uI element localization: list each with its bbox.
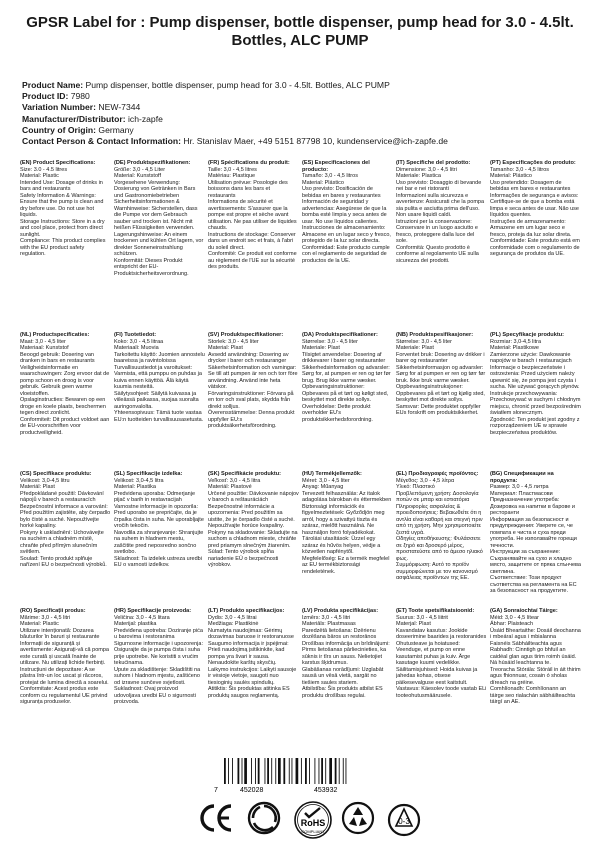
barcode-bar bbox=[224, 758, 226, 784]
barcode-bar bbox=[301, 758, 302, 784]
spec-block bbox=[20, 608, 114, 706]
rohs-label: RoHS bbox=[300, 818, 326, 828]
spec-text: Μέγεθος: 3,0 - 4,5 λίτρα Υλικό: Πλαστικό Προβλεπόμενη χρήση: Δοσολογία ποτών σε μπαρ και εστιατόρια Πληροφορίες ασφαλείας & προειδοποιήσεις: Βεβαιωθείτε ότι η αντλία είναι καθαρή και στεγνή πριν από τη χρήση. Μην χρησιμοποιείτε ζεστά υγρά. Οδηγίες αποθήκευσης: Φυλάσσετε σε ξηρό και δροσερό μέρος, προστατεύστε από το άμεσο ηλιακό φως. Συμμόρφωση: Αυτό το προϊόν συμμορφώνεται με τον κανονισμό ασφάλειας προϊόντων της ΕΕ. bbox=[396, 477, 483, 582]
spec-text: Storlek: 3,0 - 4,5 liter Material: Plast Avsedd användning: Dosering av drycker i barer och restauranger Säkerhetsinformation och varningar: Se till att pumpen är ren och torr före användning. Använd inte heta vätskor. Förvaringsinstruktioner: Förvara på en torr och sval plats, skydda från direkt solljus. Överensstämmelse: Denna produkt uppfyller EU:s produktsäkerhetsförordning. bbox=[208, 338, 298, 430]
spec-heading: (BG) Спецификации на продукта: bbox=[490, 471, 554, 484]
spec-heading: (PL) Specyfikacje produktu: bbox=[490, 332, 564, 338]
spec-block bbox=[208, 608, 302, 706]
spec-block bbox=[302, 471, 396, 595]
spec-block bbox=[20, 471, 114, 595]
barcode-bars bbox=[224, 758, 346, 784]
spec-block bbox=[490, 160, 584, 277]
spec-text: Rozmiar: 3,0-4,5 litra Materiał: Plastikowe Zamierzone użycie: Dawkowanie napojów w barach i restauracjach Informacje o bezpieczeństwie i ostrzeżenia: Przed użyciem należy upewnić się, że pompa jest czysta i sucha. Nie używać gorących płynów. Instrukcje przechowywania: Przechowywać w suchym i chłodnym miejscu, chronić przed bezpośrednim światłem słonecznym. Zgodność: Ten produkt jest zgodny z rozporządzeniem UE w sprawie bezpieczeństwa produktów. bbox=[490, 338, 581, 436]
ce-mark-icon bbox=[198, 800, 234, 836]
spec-heading: (EL) Προδιαγραφές προϊόντος: bbox=[396, 471, 479, 477]
barcode-bar bbox=[292, 758, 293, 784]
spec-block bbox=[302, 608, 396, 706]
country-of-origin-value: Germany bbox=[98, 124, 134, 135]
spec-heading: (FR) Spécifications du produit: bbox=[208, 160, 290, 166]
ean-barcode bbox=[210, 758, 390, 794]
contact-value: Hr. Stanislav Maer, +49 5151 87798 10, kundenservice@ich-zapfe.de bbox=[183, 136, 448, 147]
barcode-bar bbox=[325, 758, 326, 784]
spec-heading: (DA) Produktspecifikationer: bbox=[302, 332, 378, 338]
spec-text: Dimensione: 3,0 - 4,5 litri Materiale: Plastica Uso previsto: Dosaggio di bevande nei bar e nei ristoranti Informazioni sulla sicurezza e avvertenze: Assicurati che la pompa sia pulita e asciutta prima dell'uso. Non usare liquidi caldi. Istruzioni per la conservazione: Conservare in un luogo asciutto e fresco, proteggere dalla luce del sole. Conformità: Questo prodotto è conforme al regolamento UE sulla sicurezza dei prodotti. bbox=[396, 166, 485, 264]
spec-block bbox=[396, 332, 490, 436]
barcode-bar bbox=[343, 758, 344, 784]
spec-block bbox=[114, 608, 208, 706]
barcode-digits-3: 453932 bbox=[314, 787, 338, 794]
spec-text: Izmērs: 3,0 - 4,5 litri Materiāls: Plastmasas Paredzētā lietošana: Dzērienu dozēšana bāros un restorānos Drošības informācija un brīdinājumi: Pirms lietošanas pārliecinieties, ka sūknis ir tīrs un sauss. Nelietojiet karstus šķidrumus. Glabāšanas norādījumi: Uzglabāt sausā un vēsā vietā, sargāt no tiešiem saules stariem. Atbilstība: Šis produkts atbilst ES produktu drošības regulai. bbox=[302, 614, 390, 699]
variation-number-row bbox=[22, 102, 582, 113]
product-id-value: 7980 bbox=[70, 91, 90, 102]
barcode-bar bbox=[265, 758, 266, 784]
spec-block bbox=[396, 160, 490, 277]
spec-heading: (NB) Produktspesifikasjoner: bbox=[396, 332, 474, 338]
spec-block bbox=[208, 332, 302, 436]
barcode-bar bbox=[275, 758, 276, 784]
spec-text: Velikost: 3,0-4,5 litru Materiál: Plast Předpokládané použití: Dávkování nápojů v barech a restauracích Bezpečnostní informace a varování: Před použitím zajistěte, aby čerpadlo bylo čisté a suché. Nepoužívejte horké kapaliny. Pokyny k uskladnění: Uchovávejte na suchém a chladném místě, chraňte před přímým slunečním světlem. Soulad: Tento produkt splňuje nařízení EU o bezpečnosti výrobků. bbox=[20, 477, 111, 569]
spec-heading: (PT) Especificações do produto: bbox=[490, 160, 576, 166]
barcode-digits-2: 452028 bbox=[240, 787, 264, 794]
spec-row bbox=[20, 608, 584, 706]
barcode-bar bbox=[319, 758, 320, 784]
spec-text: Veličina: 3,0 - 4,5 litara Materijal: plastika Predviđena upotreba: Doziranje pića u barovima i restoranima Sigurnosne informacije i upozorenja: Osigurajte da je pumpa čista i suha prije upotrebe. Ne koristiti s vrućim tekućinama. Upute za skladištenje: Skladištiti na suhom i hladnom mjestu, zaštićeno od izravne sunčeve svjetlosti. Sukladnost: Ovaj proizvod udovoljava uredbi EU o sigurnosti proizvoda. bbox=[114, 614, 203, 706]
recycle-icon bbox=[246, 800, 282, 836]
spec-text: Größe: 3,0 - 4,5 Liter Material: Kunststoff Vorgesehene Verwendung: Dosierung von Getränken in Bars und Gastronomiebetrieben Sicherheitsinformationen & Warnhinweise: Sicherstellen, dass die Pumpe vor dem Gebrauch sauber und trocken ist. Nicht mit heißen Flüssigkeiten verwenden. Lagerungshinweise: An einem trockenen und kühlen Ort lagern, vor direkter Sonneneinstrahlung schützen. Konformität: Dieses Produkt entspricht der EU-Produktsicherheitsverordnung. bbox=[114, 166, 204, 277]
spec-heading: (DE) Produktspezifikationen: bbox=[114, 160, 191, 166]
spec-text: Størrelse: 3,0 - 4,5 liter Materiale: Plast Tilsigtet anvendelse: Dosering af drikkevarer i barer og restauranter Sikkerhedsinformation og advarsler: Sørg for, at pumpen er ren og tør før brug. Brug ikke varme væsker. Opbevaringsinstruktioner: Opbevares på et tørt og køligt sted, beskyttet mod direkte sollys. Overholdelse: Dette produkt overholder EU's produktsikkerhedsforordning. bbox=[302, 338, 391, 423]
spec-text: Dydis: 3,0 - 4,5 litrai Medžiaga: Plastikinė Numatyta naudojimas: Gėrimų dozavimas baruose ir restoranuose Saugumo informacija ir įspėjimai: Prieš naudojimą įsitikinkite, kad pompa yra švari ir sausa. Nenaudokite karštų skysčių. Laikymo instrukcijos: Laikyti sausoje ir vėsioje vietoje, saugoti nuo tiesioginių saulės spindulių. Atitiktis: Šis produktas atitinka ES produktų saugos reglamentą. bbox=[208, 614, 297, 699]
spec-row bbox=[20, 160, 584, 277]
product-name-value: Pump dispenser, bottle dispenser, pump head for 3.0 - 4.5lt. Bottles, ALC PUMP bbox=[85, 80, 390, 90]
spec-block bbox=[302, 160, 396, 277]
spec-block bbox=[208, 471, 302, 595]
spec-block bbox=[114, 160, 208, 277]
spec-text: Méid: 3,0 - 4,5 lítear Ábhar: Plaisteach Úsáid Bheartaithe: Dosáil deochanna i mbeáraí agus i mbialanna Faisnéis Sábháilteachta agus Rabhadh: Cinntigh go bhfuil an caidéal glan agus tirim roimh úsáid. Ná húsáid leachtanna te. Treoracha Stórála: Stóráil in áit thirim agus fhionnuar, cosain ó sholas díreach na gréine. Comhlíonadh: Comhlíonann an táirge seo rialachán sábháilteachta táirgí an AE. bbox=[490, 614, 581, 706]
barcode-bar bbox=[289, 758, 290, 784]
spec-heading: (HU) Termékjellemzők: bbox=[302, 471, 362, 477]
rohs-sub-label: COMPLIANT bbox=[301, 829, 325, 834]
spec-heading: (IT) Specifiche del prodotto: bbox=[396, 160, 471, 166]
product-name-key: Product Name: bbox=[22, 80, 84, 90]
spec-block bbox=[114, 332, 208, 436]
barcode-bar bbox=[267, 758, 269, 784]
product-name-row bbox=[22, 80, 582, 91]
barcode-bar bbox=[232, 758, 233, 784]
barcode-bar bbox=[244, 758, 247, 784]
spec-text: Velikost: 3,0-4,5 litra Material: Plastika Predvidena uporaba: Odmerjanje pijač v barih in restavracijah Varnostne informacije in opozorila: Pred uporabo se prepričajte, da je črpalka čista in suha. Ne uporabljajte vročih tekočin. Navodila za shranjevanje: Shranjujte na suhem in hladnem mestu, zaščitite pred neposredno sončno svetlobo. Skladnost: Ta izdelek ustreza uredbi EU o varnosti izdelkov. bbox=[114, 477, 204, 569]
barcode-bar bbox=[335, 758, 337, 784]
rohs-compliant-icon bbox=[293, 800, 333, 840]
product-id-key: Product ID: bbox=[22, 91, 69, 102]
spec-text: Koko: 3,0 - 4,5 litraa Materiaali: Muovia Tarkoitettu käyttö: Juomien annostelu baareissa ja ravintoloissa Turvallisuustiedot ja varoitukset: Varmista, että pumppu on puhdas ja kuiva ennen käyttöä. Älä käytä kuumia nesteitä. Säilytysohjeet: Säilytä kuivassa ja viileässä paikassa, suojaa suoralta auringonvalolta. Yhteensopivuus: Tämä tuote vastaa EU:n tuotteiden turvallisuusasetusta. bbox=[114, 338, 205, 423]
spec-text: Size: 3.0 - 4.5 litres Material: Plastic Intended Use: Dosage of drinks in bars and restaurants Safety Information & Warnings: Ensure that the pump is clean and dry before use. Do not use hot liquids. Storage Instructions: Store in a dry and cool place, protect from direct sunlight. Compliance: This product complies with the EU product safety regulation. bbox=[20, 166, 106, 258]
spec-block bbox=[490, 608, 584, 706]
manufacturer-row bbox=[22, 114, 582, 125]
barcode-bar bbox=[314, 758, 315, 784]
spec-heading: (FI) Tuotetiedot: bbox=[114, 332, 157, 338]
barcode-bar bbox=[238, 758, 240, 784]
barcode-bar bbox=[251, 758, 252, 784]
barcode-bar bbox=[258, 758, 260, 784]
manufacturer-key: Manufacturer/Distributor: bbox=[22, 113, 126, 124]
spec-row bbox=[20, 471, 584, 595]
spec-block bbox=[208, 160, 302, 277]
recycling-arrows-icon bbox=[340, 800, 376, 836]
product-info bbox=[22, 80, 582, 147]
spec-text: Taille: 3,0 - 4,5 litres Matériau: Plastique Utilisation prévue: Posologie des boissons dans les bars et restaurants Informations de sécurité et avertissements: S'assurer que la pompe est propre et sèche avant utilisation. Ne pas utiliser de liquides chauds. Instructions de stockage: Conserver dans un endroit sec et frais, à l'abri du soleil direct. Conformité: Ce produit est conforme au règlement de l'UE sur la sécurité des produits. bbox=[208, 166, 297, 271]
spec-heading: (RO) Specificații produs: bbox=[20, 608, 86, 614]
spec-block bbox=[396, 608, 490, 706]
spec-heading: (CS) Specifikace produktu: bbox=[20, 471, 92, 477]
page-title: GPSR Label for : Pump dispenser, bottle dispenser, pump head for 3.0 - 4.5lt. Bottles, ALC PUMP bbox=[26, 14, 574, 49]
spec-heading: (HR) Specifikacije proizvoda: bbox=[114, 608, 192, 614]
barcode-bar bbox=[329, 758, 332, 784]
spec-text: Méret: 3,0 - 4,5 liter Anyag: Műanyag Tervezett felhasználás: Az italok adagolása bárokban és éttermekben Biztonsági információk és figyelmeztetések: Győződjön meg arról, hogy a szivattyú tiszta és száraz, mielőtt használná. Ne használjon forró folyadékokat. Tárolási utasítások: Üzzel egy száraz és hűvös helyen, védje a közvetlen napfénytől. Megfelelőség: Ez a termék megfelel az EU termékbiztonsági rendeletének. bbox=[302, 477, 392, 575]
spec-text: Tamaño: 3,0 - 4,5 litros Material: Plástico Uso previsto: Dosificación de bebidas en bares y restaurantes Información de seguridad y advertencias: Asegúrese de que la bomba esté limpia y seca antes de usar. No use líquidos calientes. Instrucciones de almacenamiento: Almacene en un lugar seco y fresco, protegido de la luz solar directa. Conformidad: Este producto cumple con el reglamento de seguridad de productos de la UE. bbox=[302, 173, 391, 264]
contact-key: Contact Person & Contact Information: bbox=[22, 136, 181, 147]
barcode-bar bbox=[228, 758, 229, 784]
spec-heading: (SK) Špecifikácie produktu: bbox=[208, 471, 282, 477]
barcode-bar bbox=[296, 758, 299, 784]
country-of-origin-row bbox=[22, 125, 582, 136]
barcode-bar bbox=[255, 758, 256, 784]
spec-block bbox=[490, 471, 584, 595]
resin-code-label: 0-3 bbox=[398, 817, 410, 826]
spec-text: Maat: 3,0 - 4,5 liter Materiaal: Kunststof Beoogd gebruik: Dosering van dranken in bars en restaurants Veiligheidsinformatie en waarschuwingen: Zorg ervoor dat de pomp schoon en droog is voor gebruik. Gebruik geen warme vloeistoffen. Opslaginstructies: Bewaren op een droge en koele plaats, beschermen tegen direct zonlicht. Conformiteit: Dit product voldoet aan de EU-voorschriften voor productveiligheid. bbox=[20, 338, 110, 436]
barcode-bar bbox=[309, 758, 310, 784]
spec-text: Tamanho: 3,0 - 4,5 litros Material: Plástico Uso pretendido: Dosagem de bebidas em bares e restaurantes Informações de segurança e avisos: Certifique-se de que a bomba está limpa e seca antes de usar. Não use líquidos quentes. Instruções de armazenamento: Armazene em um lugar seco e fresco, proteja da luz solar direta. Conformidade: Este produto está em conformidade com o regulamento de segurança de produtos da UE. bbox=[490, 166, 580, 258]
spec-heading: (EN) Product Specifications: bbox=[20, 160, 96, 166]
barcode-digit-1: 7 bbox=[214, 787, 218, 794]
spec-block bbox=[114, 471, 208, 595]
manufacturer-value: ich-zapfe bbox=[128, 113, 163, 124]
spec-heading: (NL) Productspecificaties: bbox=[20, 332, 90, 338]
spec-heading: (LT) Produkto specifikacijos: bbox=[208, 608, 285, 614]
barcode-bar bbox=[242, 758, 243, 784]
spec-heading: (GA) Sonraíochtaí Táirge: bbox=[490, 608, 558, 614]
resin-code-icon bbox=[386, 800, 422, 840]
variation-number-value: NEW-7344 bbox=[98, 102, 141, 113]
spec-heading: (ES) Especificaciones del producto: bbox=[302, 160, 370, 173]
barcode-bar bbox=[271, 758, 272, 784]
spec-text: Mărime: 3,0 - 4,5 litri Material: Plastic Utilizare intenționată: Dozarea băuturilor în baruri și restaurante Informații de siguranță și avertismente: Asigurați-vă că pompa este curată și uscată înainte de utilizare. Nu utilizați lichide fierbinți. Instrucțiuni de depozitare: A se păstra într-un loc uscat și răcoros, protejat de lumina directă a soarelui. Conformitate: Acest produs este conform cu regulamentul UE privind siguranța produselor. bbox=[20, 614, 109, 706]
spec-heading: (ET) Toote spetsifikatsioonid: bbox=[396, 608, 475, 614]
spec-heading: (SL) Specifikacije izdelka: bbox=[114, 471, 183, 477]
contact-row bbox=[22, 136, 582, 147]
spec-block bbox=[20, 160, 114, 277]
barcode-bar bbox=[321, 758, 323, 784]
country-of-origin-key: Country of Origin: bbox=[22, 124, 96, 135]
spec-block bbox=[490, 332, 584, 436]
spec-text: Размер: 3,0 - 4,5 литра Материал: Пластмасови Предназначение употреба: Дозировка на напитки в барове и ресторанти Информация за безопасност и предупреждения: Уверете се, че помпата е чиста и суха преди употреба. Не използвайте горещи течности. Инструкции за съхранение: Съхранявайте на сухо и хладно място, защитете от пряка слънчева светлина. Съответствие: Този продукт съответства на регламента на ЕС за безопасност на продуктите. bbox=[490, 484, 581, 595]
barcode-bar bbox=[278, 758, 281, 784]
spec-text: Suurus: 3,0 - 4,5 liitrit Materjal: Plast Kavandatav kasutus: Jookide doseerimine baarides ja restoranides Ohutusteave ja hoiatused: Veenduge, et pump on enne kasutamist puhas ja kuiv. Ärge kasutage kuumi vedelikke. Säilitamisjuhised: Hoida kuivas ja jahedas kohas, otsese päikesevalguse eest kaitstult. Vastavus: Käesolev toode vastab ELi tooteohutusmäärusele. bbox=[396, 614, 487, 699]
spec-text: Veľkosť: 3,0 - 4,5 litra Materiál: Plastové Určené použitie: Dávkovanie nápojov v baroch a reštauráciách Bezpečnostné informácie a upozornenia: Pred použitím sa uistite, že je čerpadlo čisté a suché. Nepoužívajte horúce kvapaliny. Pokyny na skladovanie: Skladujte na suchom a chladnom mieste, chráňte pred priamym slnečným žiarením. Súlad: Tento výrobok spĺňa nariadenie EÚ o bezpečnosti výrobkov. bbox=[208, 477, 299, 569]
spec-block bbox=[396, 471, 490, 595]
barcode-bar bbox=[346, 758, 347, 784]
barcode-bar bbox=[283, 758, 285, 784]
spec-heading: (SV) Produktspecifikationer: bbox=[208, 332, 284, 338]
spec-heading: (LV) Produkta specifikācijas: bbox=[302, 608, 379, 614]
spec-text: Størrelse: 3,0 - 4,5 liter Materiale: Plast Forventet bruk: Dosering av drikker i barer og restauranter Sikkerhetsinformasjon og advarsler: Sørg for at pumpen er ren og tørr før bruk. Ikke bruk varme væsker. Oppbevaringsinstruksjoner: Oppbevares på et tørt og kjølig sted, beskyttet mot direkte sollys. Samsvar: Dette produktet oppfyller EUs forskrift om produktsikkerhet. bbox=[396, 338, 486, 417]
certification-logos bbox=[0, 800, 600, 844]
spec-block bbox=[302, 332, 396, 436]
variation-number-key: Variation Number: bbox=[22, 102, 97, 113]
product-id-row bbox=[22, 91, 582, 102]
barcode-bar bbox=[305, 758, 307, 784]
barcode-bar bbox=[339, 758, 340, 784]
spec-block bbox=[20, 332, 114, 436]
spec-row bbox=[20, 332, 584, 436]
